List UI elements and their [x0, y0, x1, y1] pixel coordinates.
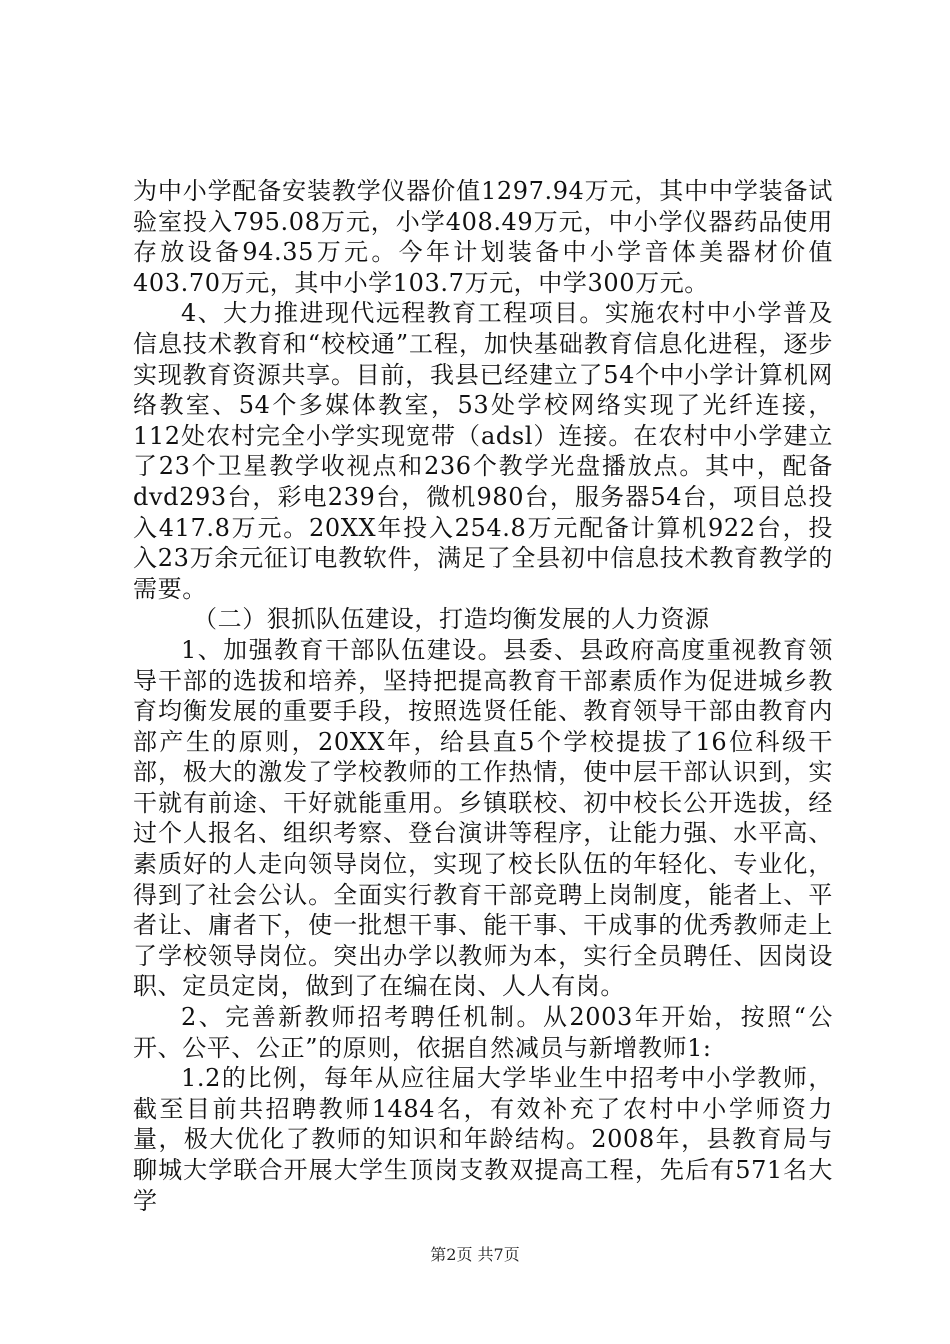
paragraph-remote-education: 4、大力推进现代远程教育工程项目。实施农村中小学普及信息技术教育和“校校通”工程，加快基础教育信息化进程，逐步实现教育资源共享。目前，我县已经建立了54个中小学计算机网络教室、54个多媒体教室，53处学校网络实现了光纤连接，112处农村完全小学实现宽带（adsl）连接。在农村中小学建立了23个卫星教学收视点和236个教学光盘播放点。其中，配备dvd293台，彩电239台，微机980台，服务器54台，项目总投入417.8万元。20XX年投入254.8万元配备计算机922台，投入23万余元征订电教软件，满足了全县初中信息技术教育教学的需要。 — [133, 299, 833, 603]
paragraph-equipment-investment: 为中小学配备安装教学仪器价值1297.94万元，其中中学装备试验室投入795.08万元，小学408.49万元，中小学仪器药品使用存放设备94.35万元。今年计划装备中小学音体美器材价值403.70万元，其中小学103.7万元，中学300万元。 — [133, 177, 833, 297]
paragraph-recruitment-ratio: 1.2的比例，每年从应往届大学毕业生中招考中小学教师，截至目前共招聘教师1484名，有效补充了农村中小学师资力量，极大优化了教师的知识和年龄结构。2008年，县教育局与聊城大学联合开展大学生顶岗支教双提高工程，先后有571名大学 — [133, 1064, 833, 1215]
page-footer — [0, 1242, 950, 1265]
section-heading-team-building: （二）狠抓队伍建设，打造均衡发展的人力资源 — [193, 605, 710, 634]
document-body — [133, 176, 833, 1216]
page-number-label: 第2页 共7页 — [430, 1245, 520, 1264]
paragraph-cadre-building: 1、加强教育干部队伍建设。县委、县政府高度重视教育领导干部的选拔和培养，坚持把提高教育干部素质作为促进城乡教育均衡发展的重要手段，按照选贤任能、教育领导干部由教育内部产生的原则，20XX年，给县直5个学校提拔了16位科级干部，极大的激发了学校教师的工作热情，使中层干部认识到，实干就有前途、干好就能重用。乡镇联校、初中校长公开选拔，经过个人报名、组织考察、登台演讲等程序，让能力强、水平高、素质好的人走向领导岗位，实现了校长队伍的年轻化、专业化，得到了社会公认。全面实行教育干部竞聘上岗制度，能者上、平者让、庸者下，使一批想干事、能干事、干成事的优秀教师走上了学校领导岗位。突出办学以教师为本，实行全员聘任、因岗设职、定员定岗，做到了在编在岗、人人有岗。 — [133, 635, 833, 1001]
paragraph-teacher-recruitment: 2、完善新教师招考聘任机制。从2003年开始，按照“公开、公平、公正”的原则，依据自然减员与新增教师1: — [133, 1003, 833, 1062]
